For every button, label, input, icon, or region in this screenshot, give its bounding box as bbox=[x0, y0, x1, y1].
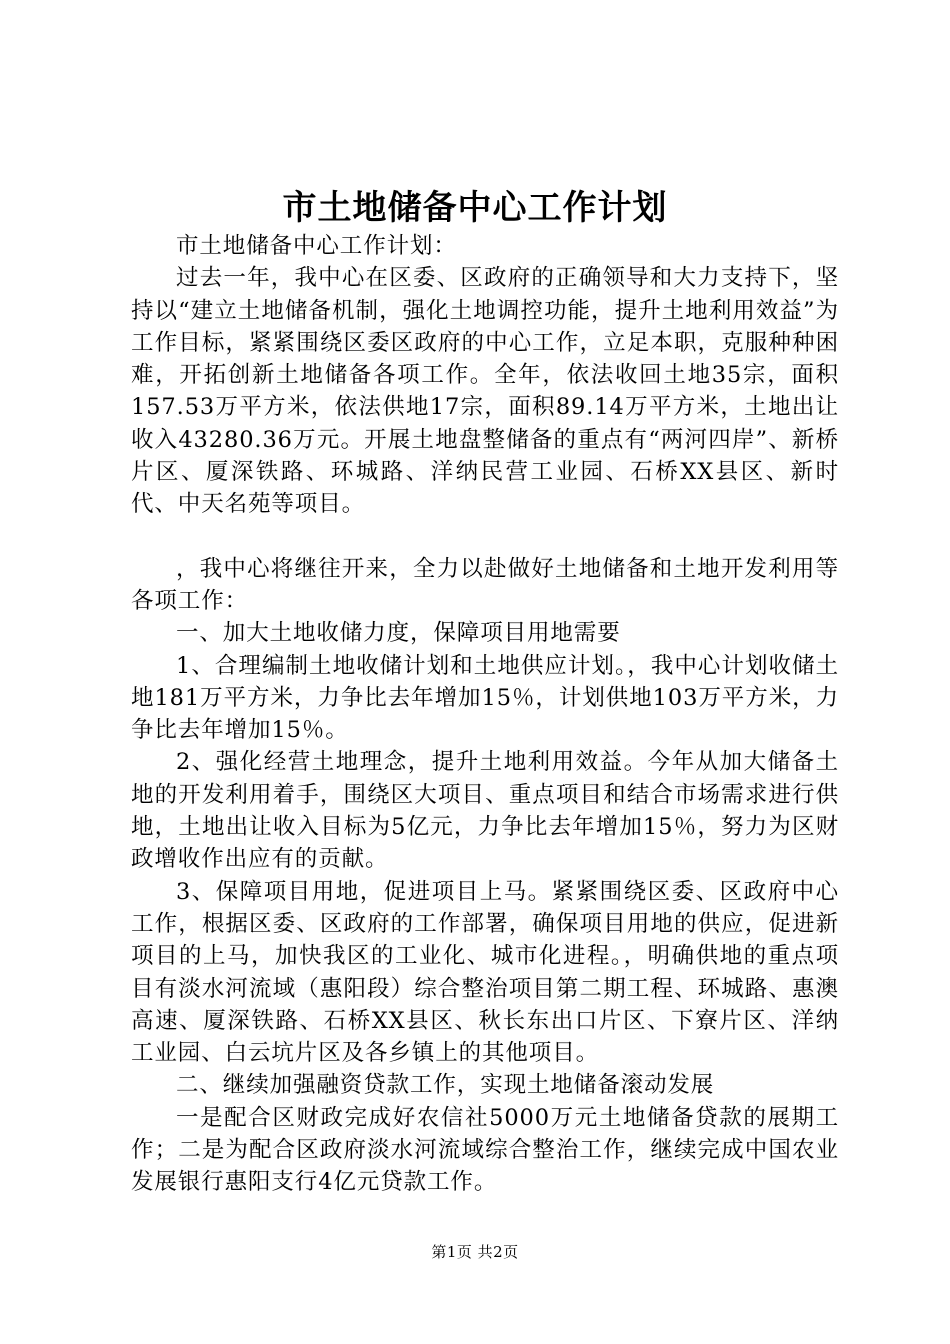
paragraph-intro: ，我中心将继往开来，全力以赴做好土地储备和土地开发利用等各项工作： bbox=[131, 555, 839, 614]
paragraph-financing: 一是配合区财政完成好农信社5000万元土地储备贷款的展期工作；二是为配合区政府淡水河流域综合整治工作，继续完成中国农业发展银行惠阳支行4亿元贷款工作。 bbox=[131, 1104, 839, 1196]
paragraph-item-3: 3、保障项目用地，促进项目上马。紧紧围绕区委、区政府中心工作，根据区委、区政府的工作部署，确保项目用地的供应，促进新项目的上马，加快我区的工业化、城市化进程。，明确供地的重点项目有淡水河流域（惠阳段）综合整治项目第二期工程、环城路、惠澳高速、厦深铁路、石桥XX县区、秋长东出口片区、下寮片区、洋纳工业园、白云坑片区及各乡镇上的其他项目。 bbox=[131, 878, 839, 1067]
paragraph-salutation: 市土地储备中心工作计划： bbox=[176, 233, 457, 259]
section-heading-2: 二、继续加强融资贷款工作，实现土地储备滚动发展 bbox=[176, 1072, 715, 1099]
document-title: 市土地储备中心工作计划 bbox=[282, 188, 668, 228]
page-footer: 第1页 共2页 bbox=[431, 1243, 519, 1261]
document-body bbox=[131, 230, 839, 1199]
paragraph-review: 过去一年，我中心在区委、区政府的正确领导和大力支持下，坚持以“建立土地储备机制，强化土地调控功能，提升土地利用效益”为工作目标，紧紧围绕区委区政府的中心工作，立足本职，克服种种困难，开拓创新土地储备各项工作。全年，依法收回土地35宗，面积157.53万平方米，依法供地17宗，面积89.14万平方米，土地出让收入43280.36万元。开展土地盘整储备的重点有“两河四岸”、新桥片区、厦深铁路、环城路、洋纳民营工业园、石桥XX县区、新时代、中天名苑等项目。 bbox=[131, 265, 839, 518]
section-heading-1: 一、加大土地收储力度，保障项目用地需要 bbox=[176, 620, 621, 647]
paragraph-spacer bbox=[131, 521, 839, 553]
paragraph-item-2: 2、强化经营土地理念，提升土地利用效益。今年从加大储备土地的开发利用着手，围绕区大项目、重点项目和结合市场需求进行供地，土地出让收入目标为5亿元，力争比去年增加15％，努力为区财政增收作出应有的贡献。 bbox=[131, 749, 839, 873]
paragraph-item-1: 1、合理编制土地收储计划和土地供应计划。，我中心计划收储土地181万平方米，力争比去年增加15％，计划供地103万平方米，力争比去年增加15％。 bbox=[131, 652, 839, 744]
